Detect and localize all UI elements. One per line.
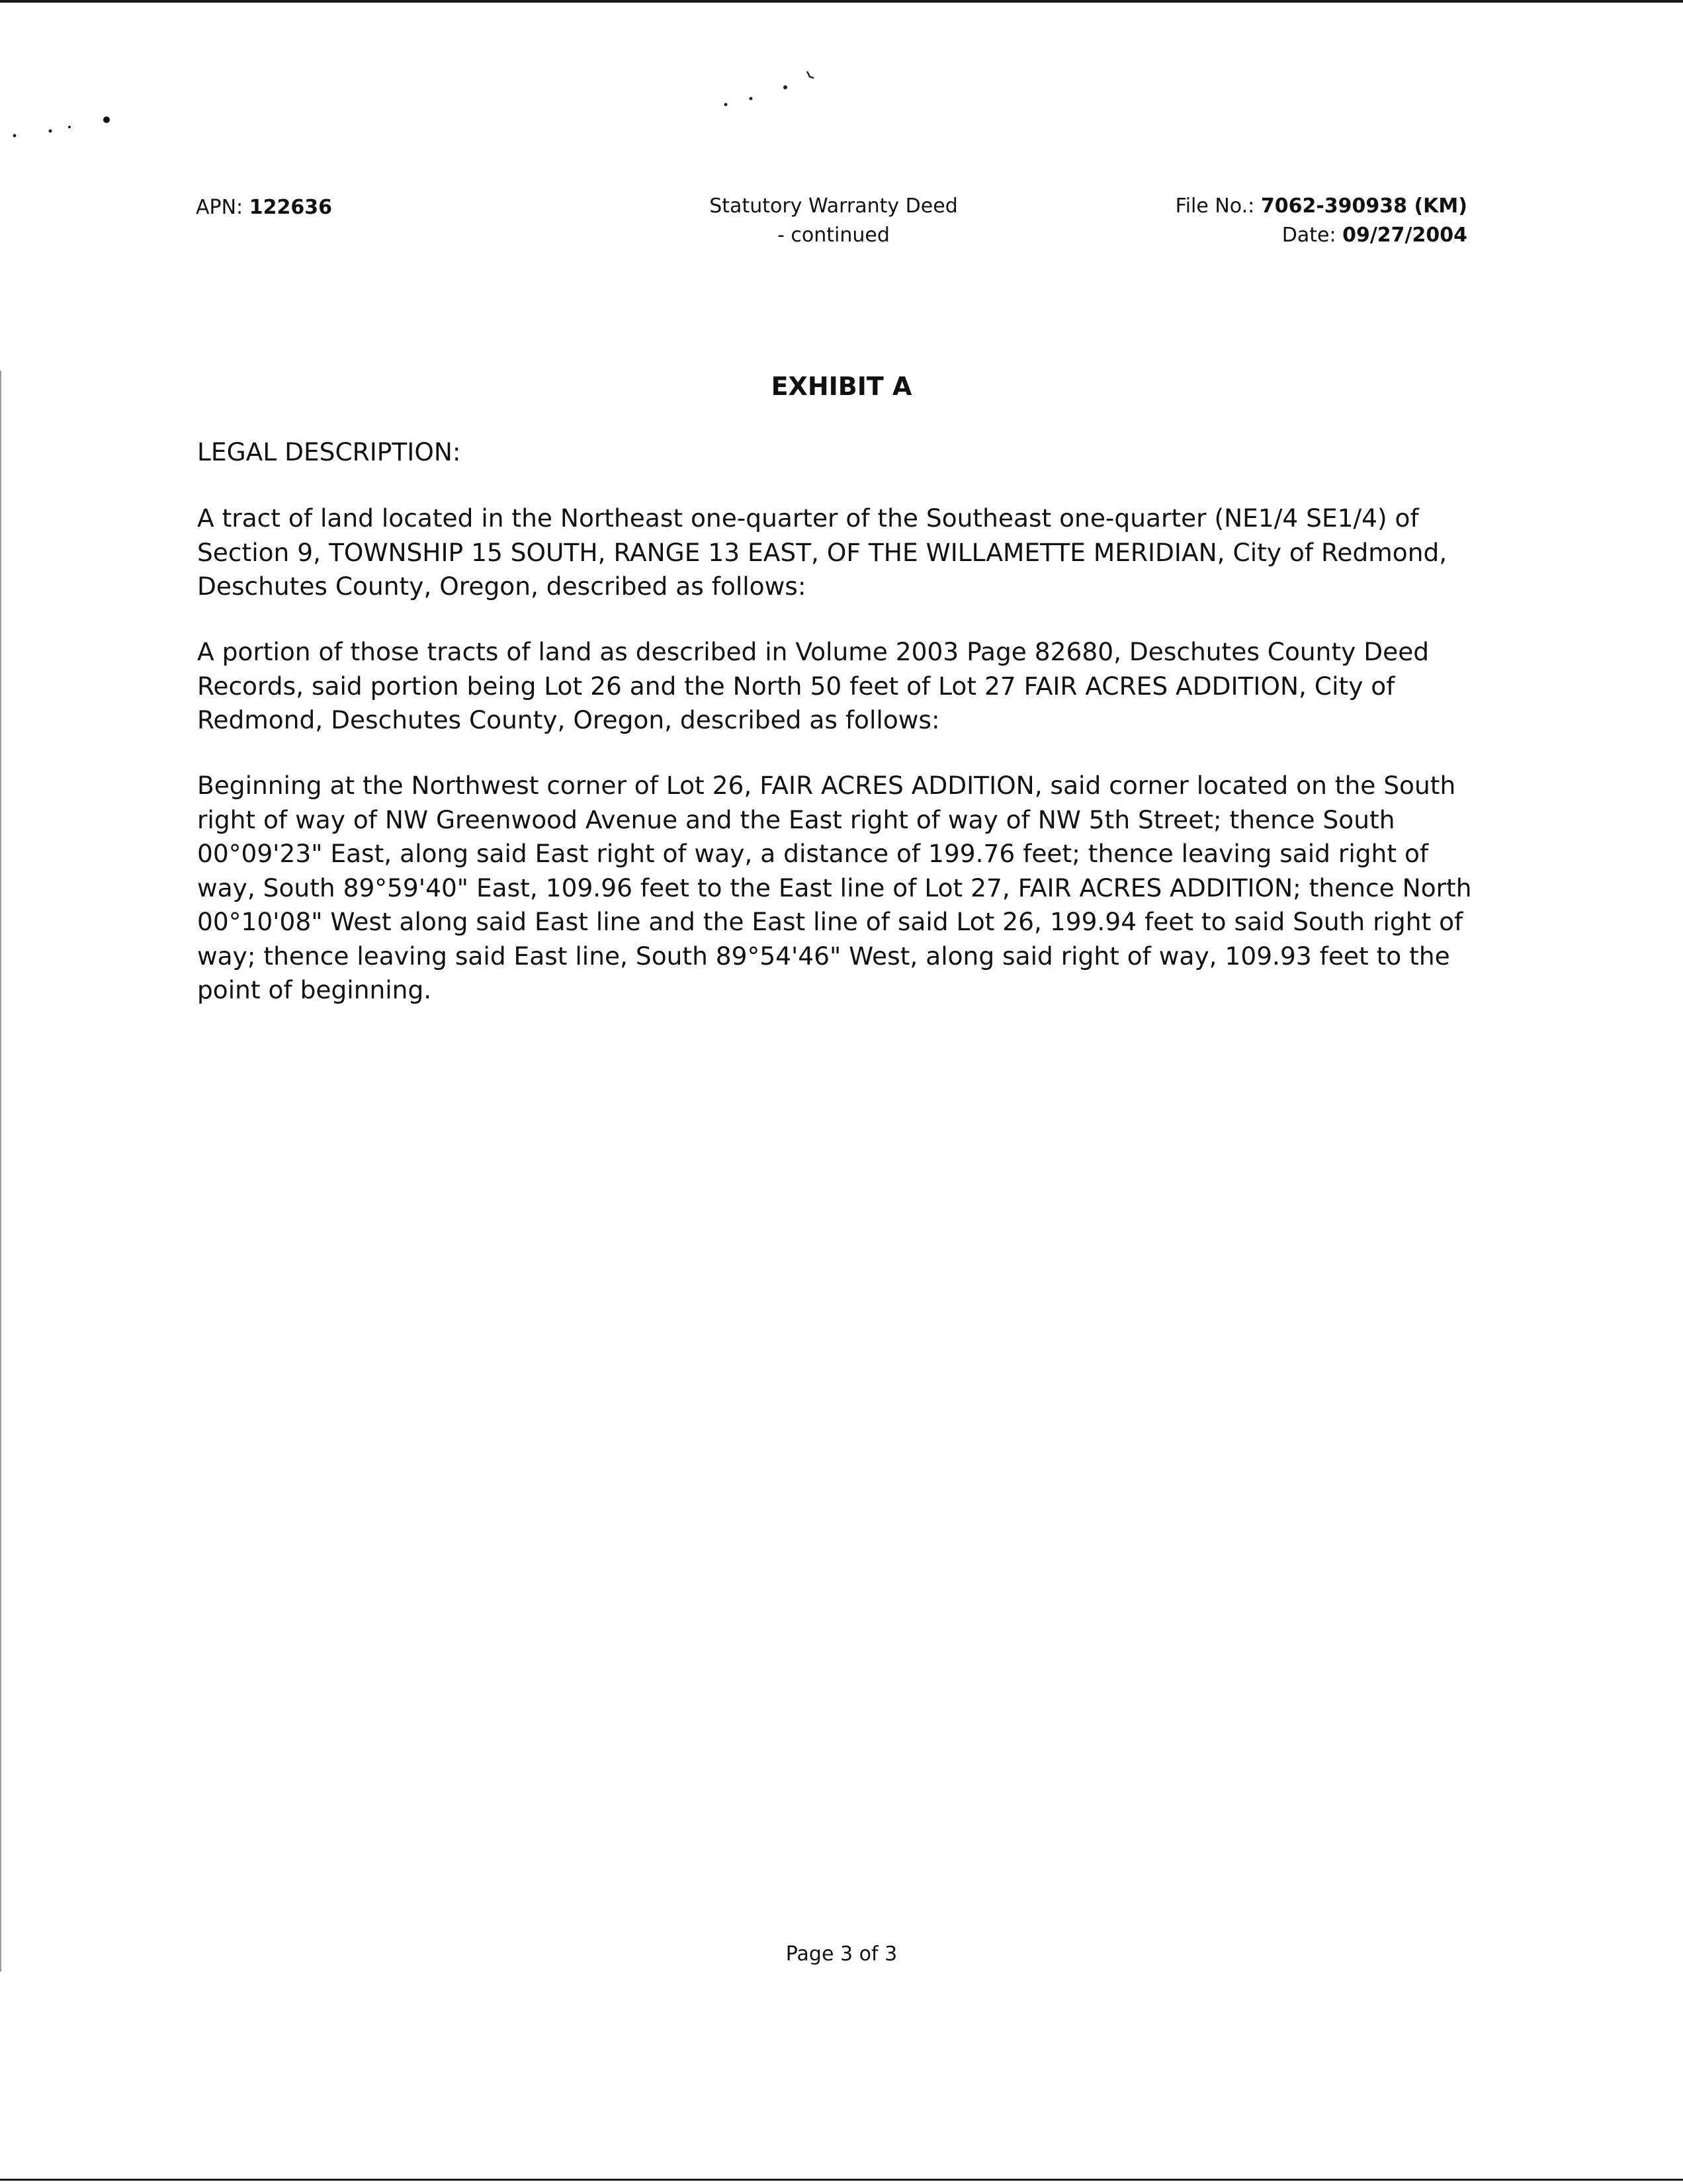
apn-label: APN: bbox=[196, 196, 243, 219]
document-type-block bbox=[662, 192, 1006, 250]
apn-value: 122636 bbox=[249, 196, 332, 219]
file-info-block bbox=[1032, 192, 1467, 250]
of-word: of bbox=[859, 1943, 879, 1966]
scan-bottom-border bbox=[0, 2179, 1683, 2181]
speck bbox=[68, 126, 71, 128]
date-value: 09/27/2004 bbox=[1342, 224, 1467, 247]
speck bbox=[750, 97, 753, 101]
speck bbox=[13, 134, 17, 138]
speck bbox=[49, 130, 52, 133]
document-type-continued: - continued bbox=[777, 224, 890, 247]
speck bbox=[103, 116, 110, 123]
date-label: Date: bbox=[1281, 224, 1336, 247]
file-number-label: File No.: bbox=[1175, 195, 1255, 218]
legal-description-paragraph: A tract of land located in the Northeast one-quarter of the Southeast one-quarter (NE1/4 SE1/4) of Section 9, TOWNSHIP 15 SOUTH, RANGE 13 EAST, OF THE WILLAMETTE MERIDIAN, City of Redmond, Deschutes County, Oregon, described as follows: bbox=[197, 503, 1447, 601]
exhibit-title: EXHIBIT A bbox=[771, 372, 912, 401]
scan-left-edge bbox=[0, 371, 1, 1972]
page-total: 3 bbox=[885, 1943, 898, 1966]
legal-description-label: LEGAL DESCRIPTION: bbox=[197, 437, 461, 466]
speck bbox=[724, 103, 728, 107]
document-type: Statutory Warranty Deed bbox=[709, 195, 958, 218]
speck bbox=[783, 85, 787, 89]
scan-specks bbox=[0, 0, 1683, 172]
file-number-line bbox=[1032, 192, 1467, 221]
page-number bbox=[0, 1940, 1683, 1969]
speck bbox=[807, 71, 814, 78]
legal-description-paragraph: A portion of those tracts of land as described in Volume 2003 Page 82680, Deschutes County Deed Records, said portion being Lot 26 and the North 50 feet of Lot 27 FAIR ACRES ADDITION, City of Redmond, Deschutes County, Oregon, described as follows: bbox=[197, 637, 1430, 734]
page-current: 3 bbox=[840, 1943, 853, 1966]
page-word: Page bbox=[785, 1943, 834, 1966]
file-number-value: 7062-390938 (KM) bbox=[1260, 195, 1467, 218]
date-line bbox=[1032, 221, 1467, 250]
apn-block bbox=[196, 193, 332, 222]
legal-description-paragraph: Beginning at the Northwest corner of Lot 26, FAIR ACRES ADDITION, said corner located on the South right of way of NW Greenwood Avenue and the East right of way of NW 5th Street; thence South 00°09'23" East, along said East right of way, a distance of 199.76 feet; thence leaving said right of way, South 89°59'40" East, 109.96 feet to the East line of Lot 27, FAIR ACRES ADDITION; thence North 00°10'08" West along said East line and the East line of said Lot 26, 199.94 feet to said South right of way; thence leaving said East line, South 89°54'46" West, along said right of way, 109.93 feet to the point of beginning. bbox=[197, 771, 1472, 1004]
